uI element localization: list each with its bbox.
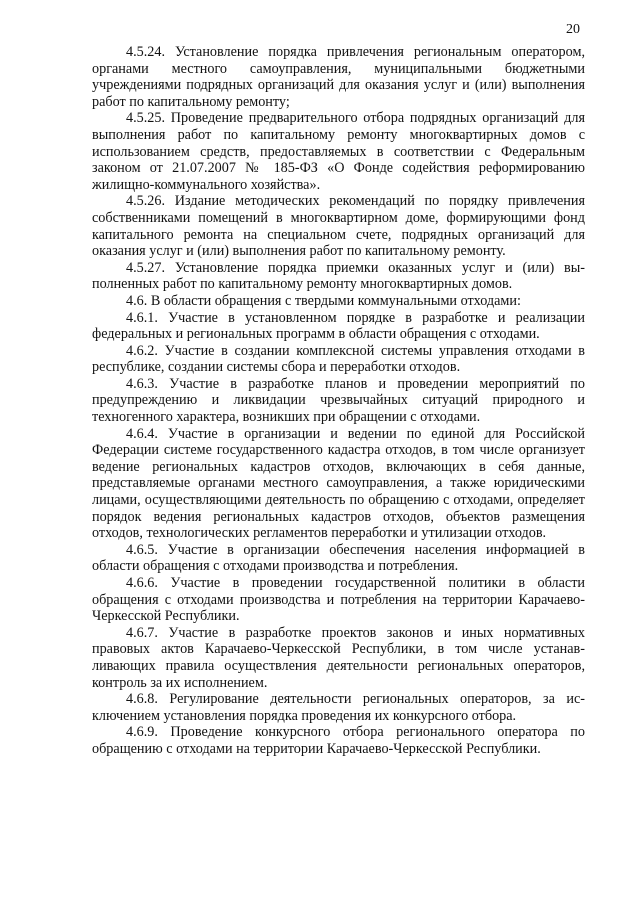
paragraph-4-6-6: 4.6.6. Участие в проведении государственной политики в области обращения с отходами производства и потребления на территории Карачаево-Черкесской Республики. xyxy=(92,575,585,625)
paragraph-4-6-7: 4.6.7. Участие в разработке проектов законов и иных нормативных правовых актов Карачаево-Черкесской Республики, в том числе устанавливающих правила осуществления деятельности региональных операторов, контроль за их исполнением. xyxy=(92,624,585,691)
paragraph-4-6-5: 4.6.5. Участие в организации обеспечения населения информацией в области обращения с отходами производства и потребления. xyxy=(92,541,585,575)
paragraph-4-6-8: 4.6.8. Регулирование деятельности региональных операторов, за исключением установления порядка проведения их конкурсного отбора. xyxy=(92,691,585,724)
page-number: 20 xyxy=(566,22,580,37)
paragraph-4-5-26: 4.5.26. Издание методических рекомендаций по порядку привлечения собственниками помещений в многоквартирном доме, формирующими фонд капитального ремонта на специальном счете, подрядных организаций для оказания услуг и (или) выполнения работ по капитальному ремонту. xyxy=(92,193,585,260)
paragraph-4-6-1: 4.6.1. Участие в установленном порядке в разработке и реализации федеральных и региональных программ в области обращения с отходами. xyxy=(92,309,585,343)
paragraph-4-6-9: 4.6.9. Проведение конкурсного отбора регионального оператора по обращению с отходами на территории Карачаево-Черкесской Республики. xyxy=(92,724,585,757)
paragraph-4-6-3: 4.6.3. Участие в разработке планов и проведении мероприятий по предупреждению и ликвидации чрезвычайных ситуаций природного и техногенного характера, возникших при обращении с отходами. xyxy=(92,375,585,426)
document-body xyxy=(92,44,585,758)
paragraph-4-6-4: 4.6.4. Участие в организации и ведении по единой для Российской Федерации системе государственного кадастра отходов, в том числе организует ведение региональных кадастров отходов, включающих в себя данные, представляемые органами местного самоуправления, а также юридическими лицами, осуществляющими деятельность по обращению с отходами, определяет порядок ведения региональных кадастров отходов, объектов размещения отходов, технологических регламентов переработки и утилизации отходов. xyxy=(92,425,585,542)
paragraph-4-5-27: 4.5.27. Установление порядка приемки оказанных услуг и (или) выполненных работ по капитальному ремонту многоквартирных домов. xyxy=(92,259,585,293)
paragraph-4-6: 4.6. В области обращения с твердыми коммунальными отходами: xyxy=(126,292,521,309)
paragraph-4-5-24: 4.5.24. Установление порядка привлечения региональным оператором, органами местного самоуправления, муниципальными бюджетными учреждениями подрядных организаций для оказания услуг и (или) выполнения работ по капитальному ремонту; xyxy=(92,44,585,110)
paragraph-4-6-2: 4.6.2. Участие в создании комплексной системы управления отходами в республике, создании системы сбора и переработки отходов. xyxy=(92,342,585,376)
paragraph-4-5-25: 4.5.25. Проведение предварительного отбора подрядных организаций для выполнения работ по капитальному ремонту многоквартирных домов с использованием средств, предоставляемых в соответствии с Федеральным законом от 21.07.2007 № 185-ФЗ «О Фонде содействия реформированию жилищно-коммунального хозяйства». xyxy=(92,110,585,193)
